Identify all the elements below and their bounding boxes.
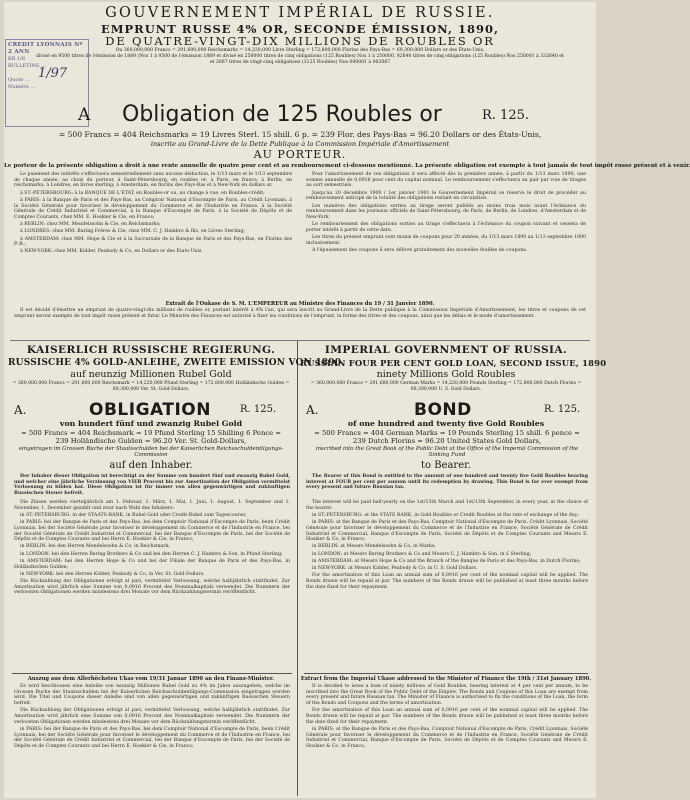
german-equivalence: = 500 Francs = 404 Reichsmark = 19 Pfund Sterling 15 Shilling 6 Pence = 239 Holländische Gulden = 96.20 Ver. St. Gold-Dollars, xyxy=(20,429,282,445)
english-amount-code: R. 125. xyxy=(544,404,581,415)
english-terms: The interest will be paid half-yearly on the 1st/13th March and 1st/13th September, in every year, at the choice of the bearer: in ST.-PETERSBURG: at the STATE BANK, in Gold Roubles or Credit Roubles at the rate of exchange of the day; in PARIS: at the Banque de Paris et des Pays-Bas, Comptoir National d'Escompte de Paris, Crédit Lyonnais, Société Générale pour favoriser le développement du Commerce et de l'Industrie en France, Société Générale de Crédit Industriel et Commercial, Banque d'Escompte de Paris, Société de Dépôts et de Comptes Courants and Messrs E. Hoskier & Co, in Francs; in BERLIN: at Messrs Mendelssohn & Co, in Marks; in LONDON: at Messrs Baring Brothers & Co and Messrs C. J. Hambro & Son, in £ Sterling; in AMSTERDAM: at Messrs Hope & Co and the Branch of the Banque de Paris et des Pays-Bas, in Dutch Florins; in NEW-YORK: at Messrs Kidder, Peabody & Co, in U. S. Gold Dollars. For the amortisation of this Loan an annual sum of 0,0916 per cent of the nominal capital will be applied. The Bonds drawn will be repaid at par. The numbers of the Bonds drawn will be published at least three months before the date fixed for their repayment. xyxy=(306,500,588,590)
french-extract-heading: Extrait de l'Oukase de S. M. L'EMPEREUR au Ministre des Finances du 19 / 31 Janvier 1890. xyxy=(165,301,435,307)
german-heading: KAISERLICH RUSSISCHE REGIERUNG. xyxy=(26,344,276,356)
bond-inscription-note: inscrite au Grand-Livre de la Dette Publique à la Commission Impériale d'Amortissement xyxy=(150,140,450,148)
english-extract-heading: Extract from the Imperial Ukase addressed to the Minister of Finance the 19th / 31st January 1890. xyxy=(300,676,592,682)
bond-lead-text: Le porteur de la présente obligation a droit à une rente annuelle de quatre pour cent et au remboursement ci-dessous mentionné. La présente obligation est exempte à tout jamais de tout impôt russe présent et à venir. xyxy=(4,163,690,169)
english-amount-words: of one hundred and twenty five Gold Roubles xyxy=(347,419,545,428)
bearer-label: AU PORTEUR. xyxy=(253,148,347,161)
english-fine-equivalence: = 360,000,000 Francs = 291,600,000 German Marks = 14,220,000 Pounds Sterling = 172,800,000 Dutch Florins = 69,300,000 U. S. Gold Dollars. xyxy=(310,381,582,392)
stamp-bank-name: CREDIT LYONNAIS Nº 2 ANN xyxy=(8,42,83,55)
loan-amount-title: DE QUATRE-VINGT-DIX MILLIONS DE ROUBLES OR xyxy=(105,34,495,48)
english-inscription-note: inscribed into the Great Book of the Public Debt at the Office of the Imperial Commission of the Sinking Fund xyxy=(315,446,579,459)
english-extract-divider xyxy=(304,673,588,674)
english-bond-word: BOND xyxy=(414,400,472,420)
german-extract-divider xyxy=(12,673,292,674)
german-extract-heading: Auszug aus dem Allerhöchsten Ukas vom 19/31 Januar 1890 an den Finanz-Minister. xyxy=(27,676,275,682)
english-extract-text: It is decided to issue a loan of ninety millions of Gold Roubles, bearing interest at 4 per cent per annum, to be inscribed into the Great Book of the Public Debt of the Empire. The Bonds and Coupons of this Loan are exempt from every present and future Russian tax. The Minister of Finance is authorised to fix the conditions of the Loan, the form of the Bonds and Coupons and the terms of amortisation. For the amortisation of this Loan an annual sum of 0,0916 per cent of the nominal capital will be applied. The Bonds drawn will be repaid at par. The numbers of the Bonds drawn will be published at least three months before the date fixed for their repayment. in PARIS: at the Banque de Paris et des Pays-Bas, Comptoir National d'Escompte de Paris, Crédit Lyonnais, Société Générale pour favoriser le développement du Commerce et de l'Industrie en France, Société Générale de Crédit Industriel et Commercial, Banque d'Escompte de Paris, Société de Dépôts et de Comptes Courants and Messrs E. Hoskier & Co, in Francs; xyxy=(306,684,588,750)
english-loan-title: RUSSIAN FOUR PER CENT GOLD LOAN, SECOND ISSUE, 1890 xyxy=(300,358,607,368)
german-series-letter: A. xyxy=(14,403,27,417)
fine-division-line: divisé en 9500 titres de l'émission de 1889 (Nos 1 à 9500 de l'émission 1889 et divisé en 250000 titres de cinq obligations (125 Roubles) Nos 1 à 250000, 82640 titres de cinq obligations (125 Roubles) Nos 250001 à 332640 et xyxy=(36,54,564,59)
bank-stamp xyxy=(5,39,89,127)
stamp-quote: Quote … xyxy=(8,77,30,83)
english-lead-text: The Bearer of this Bond is entitled to the amount of one hundred and twenty five Gold Roubles bearing interest at FOUR per cent per annum until its redemption by drawing. This Bond is for ever exempt from every present and future Russian tax. xyxy=(306,474,588,491)
bond-equivalence: = 500 Francs = 404 Reichsmarks = 19 Livres Sterl. 15 shill. 6 p. = 239 Flor. des Pays-Bas = 96.20 Dollars or des États-Unis, xyxy=(58,130,542,139)
bond-certificate xyxy=(4,2,690,798)
english-bearer-label: to Bearer. xyxy=(420,460,471,471)
column-divider xyxy=(297,341,298,796)
german-amount-words: von hundert fünf und zwanzig Rubel Gold xyxy=(59,419,243,428)
document-title: GOUVERNEMENT IMPÉRIAL DE RUSSIE. xyxy=(105,5,495,21)
english-heading: IMPERIAL GOVERNMENT OF RUSSIA. xyxy=(324,344,568,356)
stamp-handwritten-number: 1/97 xyxy=(38,66,68,81)
french-extract-text: Il est décidé d'émettre un emprunt de quatre-vingt-dix millions de roubles or, portant intérêt à 4% l'an, qui sera inscrit au Grand-Livre de la Dette publique à la Commission Impériale d'Amortissement; les titres et coupons de cet emprunt seront exempts de tout impôt russe présent et futur. Le Ministre des Finances est autorisé à fixer les conditions de l'emprunt, la forme des titres et des coupons, ainsi que les délais et le mode d'amortissement. xyxy=(14,308,586,319)
german-fine-equivalence: = 360,000,000 Francs = 291,600,000 Reichsmark = 14,220,000 Pfund Sterling = 172,800,000 Holländische Gulden = 69,300,000 Ver. St. Gold-Dollars. xyxy=(12,381,290,392)
stamp-numero: Numéro … xyxy=(8,84,36,90)
german-obligation-word: OBLIGATION xyxy=(89,400,211,420)
bond-heading: Obligation de 125 Roubles or xyxy=(122,102,442,127)
german-amount-code: R. 125. xyxy=(240,404,277,415)
fine-division-line-2: et 2067 titres de vingt-cinq obligations (3125 Roubles) Nos 000001 à 002067 xyxy=(209,60,391,65)
german-bearer-label: auf den Inhaber. xyxy=(109,460,193,471)
german-lead-text: Der Inhaber dieser Obligation ist berechtigt zu der Summe von hundert fünf und zwanzig Rubel Gold, und welcher eine jährliche Verzinsung von VIER Procent bis zur Amortisation der Obligation vermittelst Verloosung zu bilden hat. Diese Obligation ist für immer von allen gegenwärtigen und zukünftigen Russischen Steuer befreit. xyxy=(14,474,290,497)
german-terms: Die Zinsen werden vierteljährlich am 1. Februar, 1. März, 1. Mai, 1. Juni, 1. August, 1. September und 1. November, 1. December gezahlt und zwar nach Wahl des Inhabers: in ST.-PETERSBURG: in der STAATS-BANK, in Rubel Gold oder Credit-Rubel zum Tagescourse; in PARIS: bei der Banque de Paris et des Pays-Bas, bei dem Comptoir National d'Escompte de Paris, beim Crédit Lyonnais, bei der Société Générale pour favoriser le développement du Commerce et de l'Industrie en France, bei der Société Générale de Crédit Industriel et Commercial, bei der Banque d'Escompte de Paris, bei der Société de Dépôts et de Comptes Courants und bei Herrn E. Hoskier & Cie, in Francs; in BERLIN: bei den Herren Mendelssohn & Co, in Reichsmark; in LONDON: bei den Herren Baring Brothers & Co und bei den Herren C. J. Hambro & Son, in Pfund Sterling; in AMSTERDAM: bei den Herren Hope & Co und bei der Filiale der Banque de Paris et des Pays-Bas, in Holländischen Gulden; in NEW-YORK: bei den Herren Kidder, Peabody & Co, in Ver. St. Gold-Dollars. Die Rückzahlung der Obligationen erfolgt al pari, vermittelst Verloosung, welche halbjährlich stattfindet. Zur Amortisation wird jährlich eine Summe von 0,0916 Procent des Nominalkapitals verwendet. Die Nummern der verloosten Obligationen werden mindestens drei Monate vor dem Rückzahlungstermin veröffentlicht. xyxy=(14,500,290,596)
english-equivalence: = 500 Francs = 404 German Marks = 19 Pounds Sterling 15 shill. 6 pence = 239 Dutch Florins = 96.20 United States Gold Dollars, xyxy=(314,429,580,445)
french-terms-right: Pour l'amortissement de ces obligations il sera affecté dès la première année, à partir du 1/13 mars 1890, une somme annuelle de 0,0916 pour cent du capital nominal. Le remboursement s'effectuera au pair par voie de tirages au sort semestriels. Jusqu'au 20 décembre 1900 / 1er janvier 1901 le Gouvernement Impérial se réserve le droit de procéder au remboursement anticipé de la totalité des obligations restant en circulation. Les numéros des obligations sorties au tirage seront publiés au moins trois mois avant l'échéance du remboursement dans les journaux officiels de Saint-Pétersbourg, de Paris, de Berlin, de Londres, d'Amsterdam et de New-York. Le remboursement des obligations sorties au tirage s'effectuera à l'échéance du coupon suivant et cessera de porter intérêt à partir de cette date. Les titres du présent emprunt sont munis de coupons pour 20 années, du 1/13 mars 1890 au 1/13 septembre 1900 inclusivement. A l'épuisement des coupons il sera délivré gratuitement des nouvelles feuilles de coupons. xyxy=(306,172,586,253)
fine-equivalence-line: Ou 360,000,000 Francs = 291,600,000 Reichsmarks = 14,220,000 Livre Sterling = 172,800,000 Florins des Pays-Bas = 69,300,000 Dollars or des États-Unis, xyxy=(115,48,485,53)
german-loan-title: RUSSISCHE 4% GOLD-ANLEIHE, ZWEITE EMISSION VON 1890 xyxy=(8,358,342,368)
section-divider xyxy=(10,340,590,341)
english-amount-title: ninety Millions Gold Roubles xyxy=(376,369,516,380)
french-terms-left: Le paiement des intérêts s'effectuera semestriellement sans aucune déduction, le 1/13 mars et le 1/13 septembre de chaque année, au choix du porteur, à Saint-Pétersbourg, en roubles or; à Paris, en francs; à Berlin, en reichsmarks; à Londres, en livres sterling; à Amsterdam, en florins des Pays-Bas et à New-York en dollars or. à ST.-PÉTERSBOURG: à la BANQUE DE L'ÉTAT, en Roubles-or ou, au change à vue, en Roubles-crédit; à PARIS: à la Banque de Paris et des Pays-Bas, au Comptoir National d'Escompte de Paris, au Crédit Lyonnais, à la Société Générale pour favoriser le développement du Commerce et de l'Industrie en France, à la Société Générale de Crédit Industriel et Commercial, à la Banque d'Escompte de Paris, à la Société de Dépôts et de Comptes Courants, chez MM. E. Hoskier & Cie, en Francs; à BERLIN: chez MM. Mendelssohn & Cie, en Reichsmarks; à LONDRES: chez MM. Baring Frères & Cie, chez MM. C. J. Hambro & fils, en Livres Sterling; à AMSTERDAM: chez MM. Hope & Cie et à la Succursale de la Banque de Paris et des Pays-Bas, en Florins des P.-B.; à NEW-YORK: chez MM. Kidder, Peabody & Co, en Dollars or des États-Unis. xyxy=(14,172,292,255)
series-letter: A xyxy=(78,105,91,125)
stamp-code: KB 1/8 xyxy=(8,56,26,62)
stamp-bulletin: BULLETINS … xyxy=(8,63,46,69)
german-amount-title: auf neunzig Millionen Rubel Gold xyxy=(70,369,232,380)
german-extract-text: Es wird beschlossen eine Anleihe von neunzig Millionen Rubel Gold zu 4% im Jahre auszugeben, welche im Grossen Buche der Staatsschulden bei der Kaiserlichen Reichsschuldentilgungs-Commission eingetragen werden wird. Die Titel und Coupons dieser Anleihe sind von allen gegenwärtigen und zukünftigen Russischen Steuern befreit. Die Rückzahlung der Obligationen erfolgt al pari, vermittelst Verloosung, welche halbjährlich stattfindet. Zur Amortisation wird jährlich eine Summe von 0,0916 Procent des Nominalkapitals verwendet. Die Nummern der verloosten Obligationen werden mindestens drei Monate vor dem Rückzahlungstermin veröffentlicht. in PARIS: bei der Banque de Paris et des Pays-Bas, bei dem Comptoir National d'Escompte de Paris, beim Crédit Lyonnais, bei der Société Générale pour favoriser le développement du Commerce et de l'Industrie en France, bei der Société Générale de Crédit Industriel et Commercial, bei der Banque d'Escompte de Paris, bei der Société de Dépôts et de Comptes Courants und bei Herrn E. Hoskier & Cie, in Francs; xyxy=(14,684,290,750)
bond-amount-code: R. 125. xyxy=(482,108,529,123)
english-series-letter: A. xyxy=(306,403,319,417)
german-inscription-note: eingetragen im Grossen Buche der Staatsschulden bei der Kaiserlichen Reichsschuldentilgungs-Commission xyxy=(18,446,284,459)
loan-subtitle: EMPRUNT RUSSE 4% OR, SECONDE ÉMISSION, 1890, xyxy=(101,22,499,36)
